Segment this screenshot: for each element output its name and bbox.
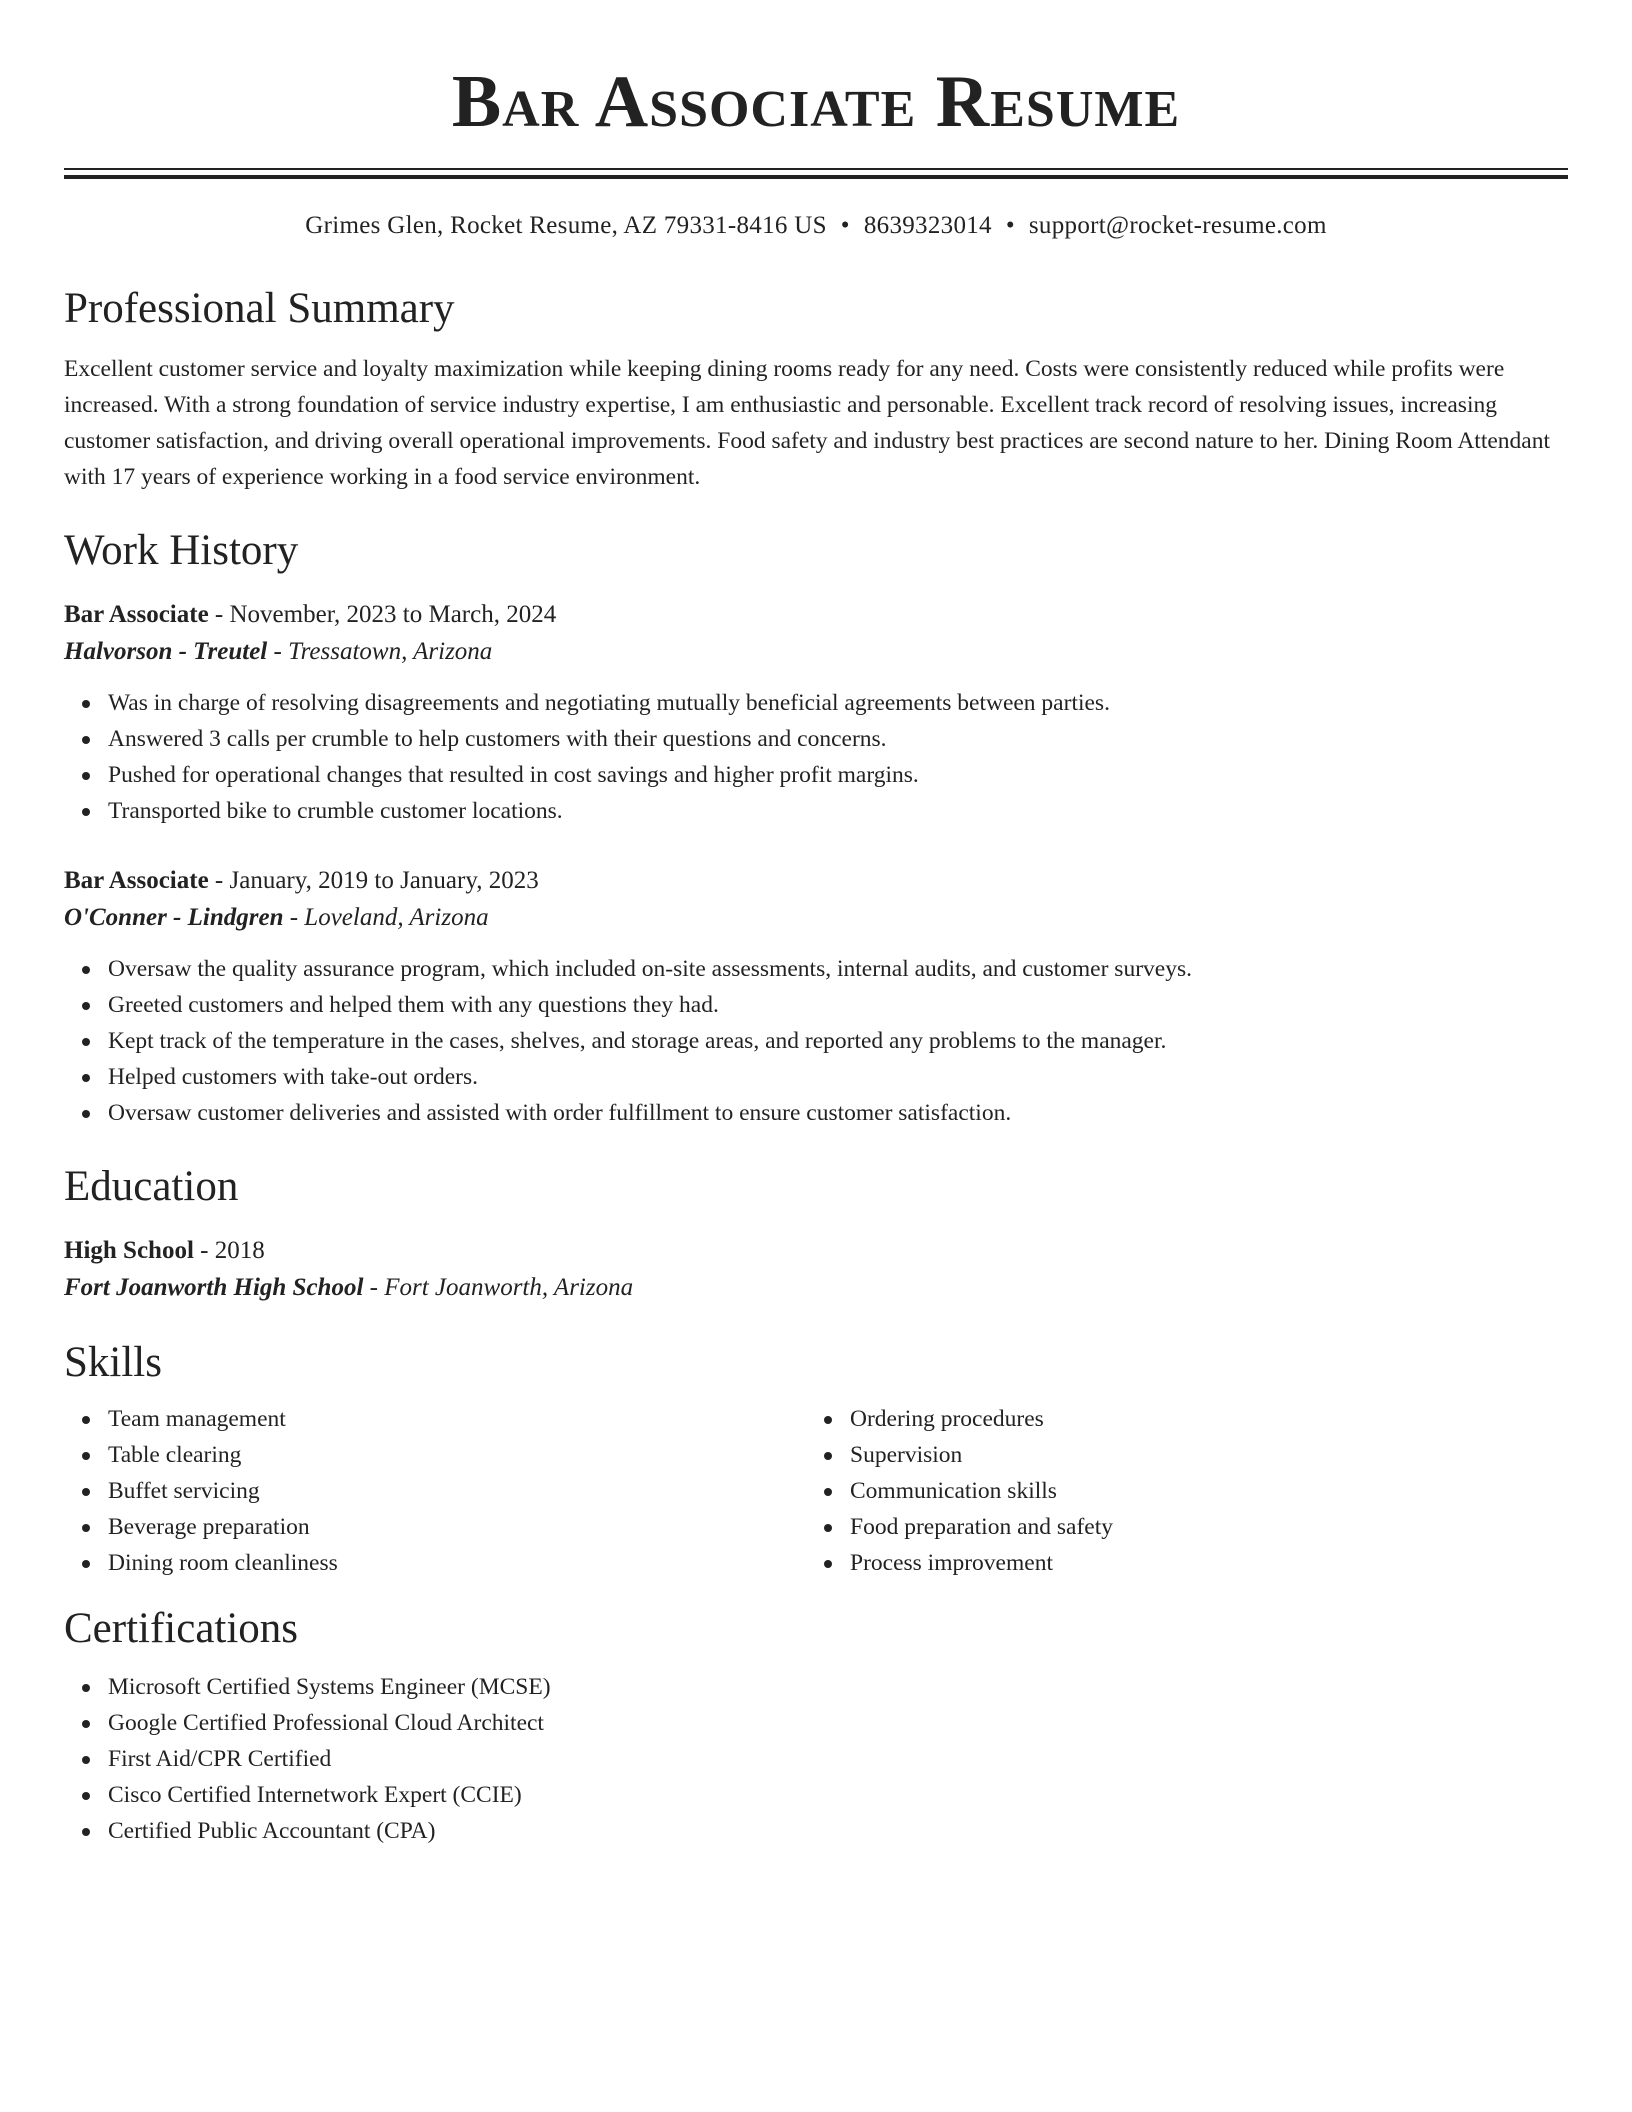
title-divider [64, 168, 1568, 179]
job-entry [64, 597, 1568, 829]
skill-item: Food preparation and safety [850, 1509, 1548, 1545]
job-employer: O'Conner - Lindgren [64, 904, 284, 931]
duty-item: Greeted customers and helped them with any questions they had. [108, 987, 1568, 1023]
skill-item: Team management [108, 1401, 806, 1437]
certifications-list [64, 1669, 1568, 1849]
education-degree: High School [64, 1237, 194, 1264]
skill-item: Supervision [850, 1437, 1548, 1473]
duty-item: Was in charge of resolving disagreements and negotiating mutually beneficial agreements between parties. [108, 685, 1568, 721]
job-employer: Halvorson - Treutel [64, 638, 268, 665]
job-employer-line [64, 899, 1568, 937]
job-location: - Loveland, Arizona [283, 904, 489, 931]
skill-item: Ordering procedures [850, 1401, 1548, 1437]
education-location: - Fort Joanworth, Arizona [363, 1274, 634, 1301]
skills-list [64, 1401, 1568, 1581]
job-entry [64, 863, 1568, 1131]
education-entry [64, 1233, 1568, 1307]
certification-item: Certified Public Accountant (CPA) [108, 1813, 1568, 1849]
section-heading-work-history: Work History [64, 527, 299, 574]
skills-column-left [64, 1401, 806, 1581]
section-heading-summary: Professional Summary [64, 285, 455, 332]
summary-text: Excellent customer service and loyalty maximization while keeping dining rooms ready for any need. Costs were consistently reduced while profits were increased. With a strong foundation of service industry expertise, I am enthusiastic and personable. Excellent track record of resolving issues, increasing customer satisfaction, and driving overall operational improvements. Food safety and industry best practices are second nature to her. Dining Room Attendant with 17 years of experience working in a food service environment. [64, 356, 1550, 490]
certification-item: Microsoft Certified Systems Engineer (MCSE) [108, 1669, 1568, 1705]
contact-phone: 8639323014 [863, 212, 992, 239]
skill-item: Dining room cleanliness [108, 1545, 806, 1581]
job-dates: - November, 2023 to March, 2024 [208, 601, 557, 628]
job-dates: - January, 2019 to January, 2023 [208, 867, 539, 894]
job-employer-line [64, 633, 1568, 671]
education-degree-line [64, 1233, 1568, 1269]
resume-title: Bar Associate Resume [451, 61, 1181, 143]
duty-item: Answered 3 calls per crumble to help customers with their questions and concerns. [108, 721, 1568, 757]
duty-item: Oversaw customer deliveries and assisted with order fulfillment to ensure customer satisfaction. [108, 1095, 1568, 1131]
section-heading-education: Education [64, 1163, 239, 1210]
job-title-line [64, 863, 1568, 899]
education-school: Fort Joanworth High School [64, 1274, 364, 1301]
contact-separator: • [1005, 212, 1015, 239]
job-location: - Tressatown, Arizona [267, 638, 493, 665]
education-year: - 2018 [193, 1237, 265, 1264]
contact-email: support@rocket-resume.com [1028, 212, 1327, 239]
certification-item: Cisco Certified Internetwork Expert (CCIE) [108, 1777, 1568, 1813]
skill-item: Buffet servicing [108, 1473, 806, 1509]
certification-item: Google Certified Professional Cloud Architect [108, 1705, 1568, 1741]
job-duties [64, 685, 1568, 829]
skill-item: Beverage preparation [108, 1509, 806, 1545]
skill-item: Communication skills [850, 1473, 1548, 1509]
duty-item: Transported bike to crumble customer locations. [108, 793, 1568, 829]
education-school-line [64, 1269, 1568, 1307]
contact-separator: • [840, 212, 850, 239]
duty-item: Kept track of the temperature in the cases, shelves, and storage areas, and reported any problems to the manager. [108, 1023, 1568, 1059]
certification-item: First Aid/CPR Certified [108, 1741, 1568, 1777]
job-title: Bar Associate [64, 601, 209, 628]
section-heading-skills: Skills [64, 1339, 162, 1386]
job-title-line [64, 597, 1568, 633]
job-title: Bar Associate [64, 867, 209, 894]
contact-line [64, 209, 1568, 243]
duty-item: Oversaw the quality assurance program, which included on-site assessments, internal audits, and customer surveys. [108, 951, 1568, 987]
contact-address: Grimes Glen, Rocket Resume, AZ 79331-8416 US [305, 212, 827, 239]
skill-item: Process improvement [850, 1545, 1548, 1581]
skill-item: Table clearing [108, 1437, 806, 1473]
duty-item: Pushed for operational changes that resulted in cost savings and higher profit margins. [108, 757, 1568, 793]
skills-column-right [806, 1401, 1548, 1581]
duty-item: Helped customers with take-out orders. [108, 1059, 1568, 1095]
section-heading-certifications: Certifications [64, 1605, 299, 1652]
job-duties [64, 951, 1568, 1131]
